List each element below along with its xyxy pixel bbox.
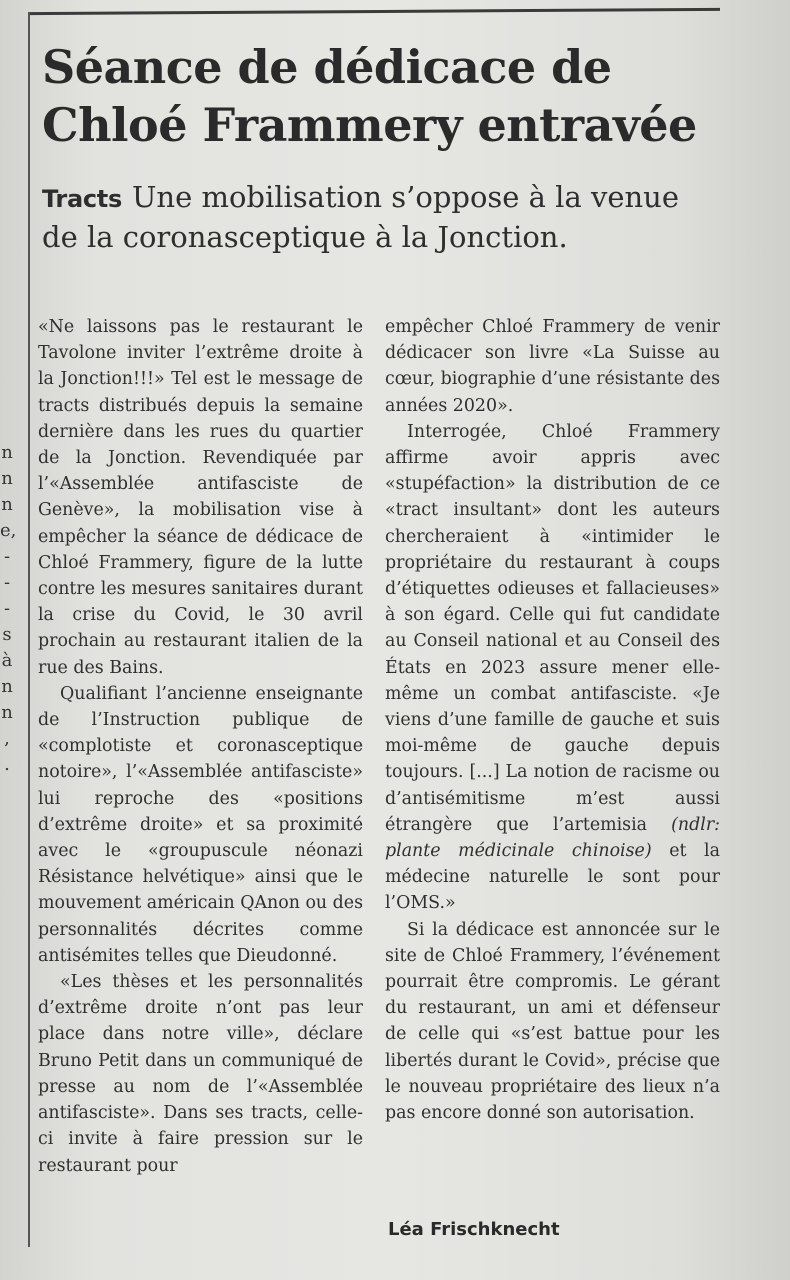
paragraph: empêcher Chloé Frammery de venir dédicacer son livre «La Suisse au cœur, biographie d’une résistante des années 2020». [385,317,720,416]
top-rule [28,8,720,15]
article-kicker: Tracts [42,185,122,213]
column-rule [28,12,30,1247]
paragraph-text: Interrogée, Chloé Frammery affirme avoir appris avec «stupéfaction» la distribution de ce «tract insultant» dont les auteurs chercheraient à «intimider le propriétaire du restaurant à coups d’étiquettes odieuses et fallacieuses» à son égard. Celle qui fut candidate au Conseil national et au Conseil des États en 2023 assure mener elle-même un combat antifasciste. «Je viens d’une famille de gauche et suis moi-même de gauche depuis toujours. [...] La notion de racisme ou d’antisémitisme m’est aussi étrangère que l’artemisia [385,421,720,835]
editor-note: (ndlr: plante médicinale chinoise) [385,814,720,862]
paragraph: «Ne laissons pas le restaurant le Tavolone inviter l’extrême droite à la Jonction!!!» Tel est le message de tracts distribués depuis la semaine dernière dans les rues du quartier de la Jonction. Revendiquée par l’«Assemblée antifasciste de Genève», la mobilisation vise à empêcher la séance de dédicace de Chloé Frammery, figure de la lutte contre les mesures sanitaires durant la crise du Covid, le 30 avril prochain au restaurant italien de la rue des Bains. [38,317,363,678]
article-column-1 [38,314,363,1179]
article-headline: Séance de dédicace de Chloé Frammery entravée [42,40,697,152]
paragraph [385,419,720,917]
paragraph: «Les thèses et les personnalités d’extrême droite n’ont pas leur place dans notre ville», déclare Bruno Petit dans un communiqué de presse au nom de l’«Assemblée antifasciste». Dans ses tracts, celle-ci invite à faire pression sur le restaurant pour [38,972,363,1176]
article-subhead [42,178,722,256]
subhead-text: Une mobilisation s’oppose à la venue de la coronasceptique à la Jonction. [42,180,680,254]
article-column-2 [385,314,720,1126]
adjacent-column-fragment: n n n e, - - - s à n n , . [0,442,17,775]
paragraph: Qualifiant l’ancienne enseignante de l’Instruction publique de «complotiste et coronasceptique notoire», l’«Assemblée antifasciste» lui reproche des «positions d’extrême droite» et sa proximité avec le «groupuscule néonazi Résistance helvétique» ainsi que le mouvement américain QAnon ou des personnalités décrites comme antisémites telles que Dieudonné. [38,683,363,966]
author-byline: Léa Frischknecht [388,1219,560,1240]
paragraph: Si la dédicace est annoncée sur le site de Chloé Frammery, l’événement pourrait être compromis. Le gérant du restaurant, un ami et défenseur de celle qui «s’est battue pour les libertés durant le Covid», précise que le nouveau propriétaire des lieux n’a pas encore donné son autorisation. [385,919,720,1124]
paragraph-text: et la médecine naturelle le sont pour l’OMS.» [385,841,720,914]
